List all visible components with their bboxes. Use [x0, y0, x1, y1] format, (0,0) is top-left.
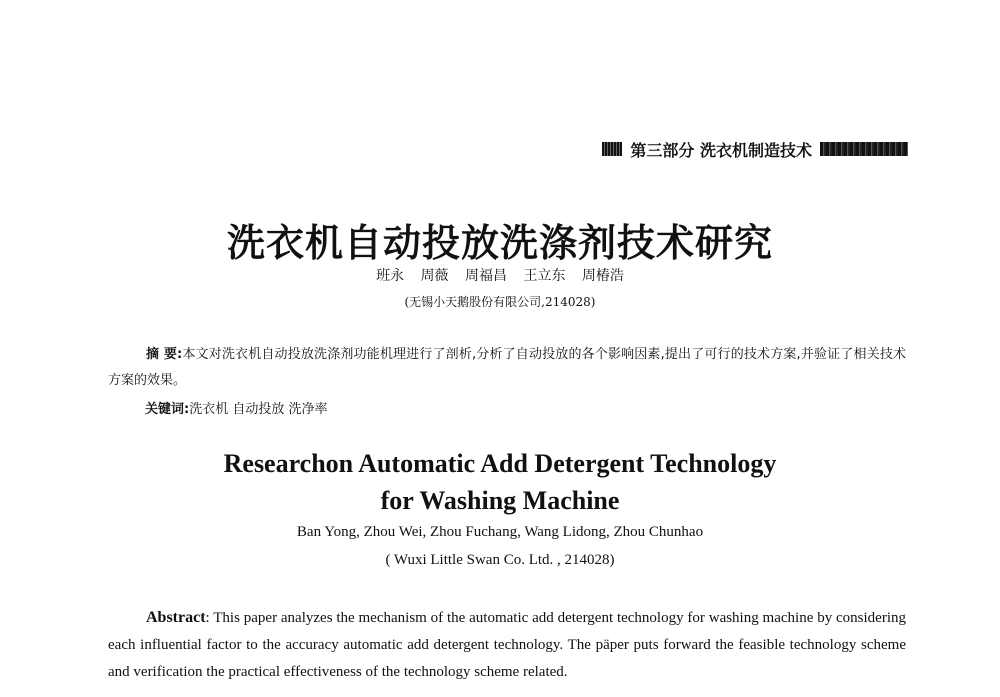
- abstract-text-english: This paper analyzes the mechanism of the automatic add detergent technology for washing machine by considering each influential factor to the accuracy automatic add detergent technology. The päper puts forward the feasible technology scheme and verification the practical effectiveness of the technology scheme related.: [108, 610, 906, 680]
- abstract-chinese: [108, 342, 906, 394]
- keywords-label-chinese: 关键词:: [145, 402, 190, 417]
- abstract-english: [108, 604, 906, 686]
- authors-chinese: 班永 周薇 周福昌 王立东 周椿浩: [376, 268, 624, 284]
- keywords-text-chinese: 洗衣机 自动投放 洗净率: [189, 402, 328, 417]
- header-bar-decoration: [602, 142, 622, 156]
- title-line-1: Researchon Automatic Add Detergent Technology: [223, 449, 777, 478]
- abstract-colon: :: [205, 610, 210, 626]
- title-line-2: for Washing Machine: [380, 486, 620, 515]
- authors-english: Ban Yong, Zhou Wei, Zhou Fuchang, Wang Lidong, Zhou Chunhao: [296, 524, 704, 540]
- abstract-text-chinese: 本文对洗衣机自动投放洗涤剂功能机理进行了剖析,分析了自动投放的各个影响因素,提出了可行的技术方案,并验证了相关技术方案的效果。: [108, 347, 906, 388]
- section-header: [602, 138, 908, 160]
- paper-title-english: [0, 445, 1000, 519]
- abstract-label-chinese: 摘 要:: [146, 347, 183, 362]
- section-label: 第三部分 洗衣机制造技术: [630, 140, 812, 160]
- keywords-chinese: [145, 398, 327, 417]
- header-bar-decoration: [820, 142, 908, 156]
- affiliation-english: ( Wuxi Little Swan Co. Ltd. , 214028): [385, 552, 615, 568]
- affiliation-chinese: (无锡小天鹅股份有限公司,214028): [404, 295, 596, 309]
- abstract-label-english: Abstract: [146, 609, 206, 626]
- paper-title-chinese: 洗衣机自动投放洗涤剂技术研究: [226, 221, 773, 265]
